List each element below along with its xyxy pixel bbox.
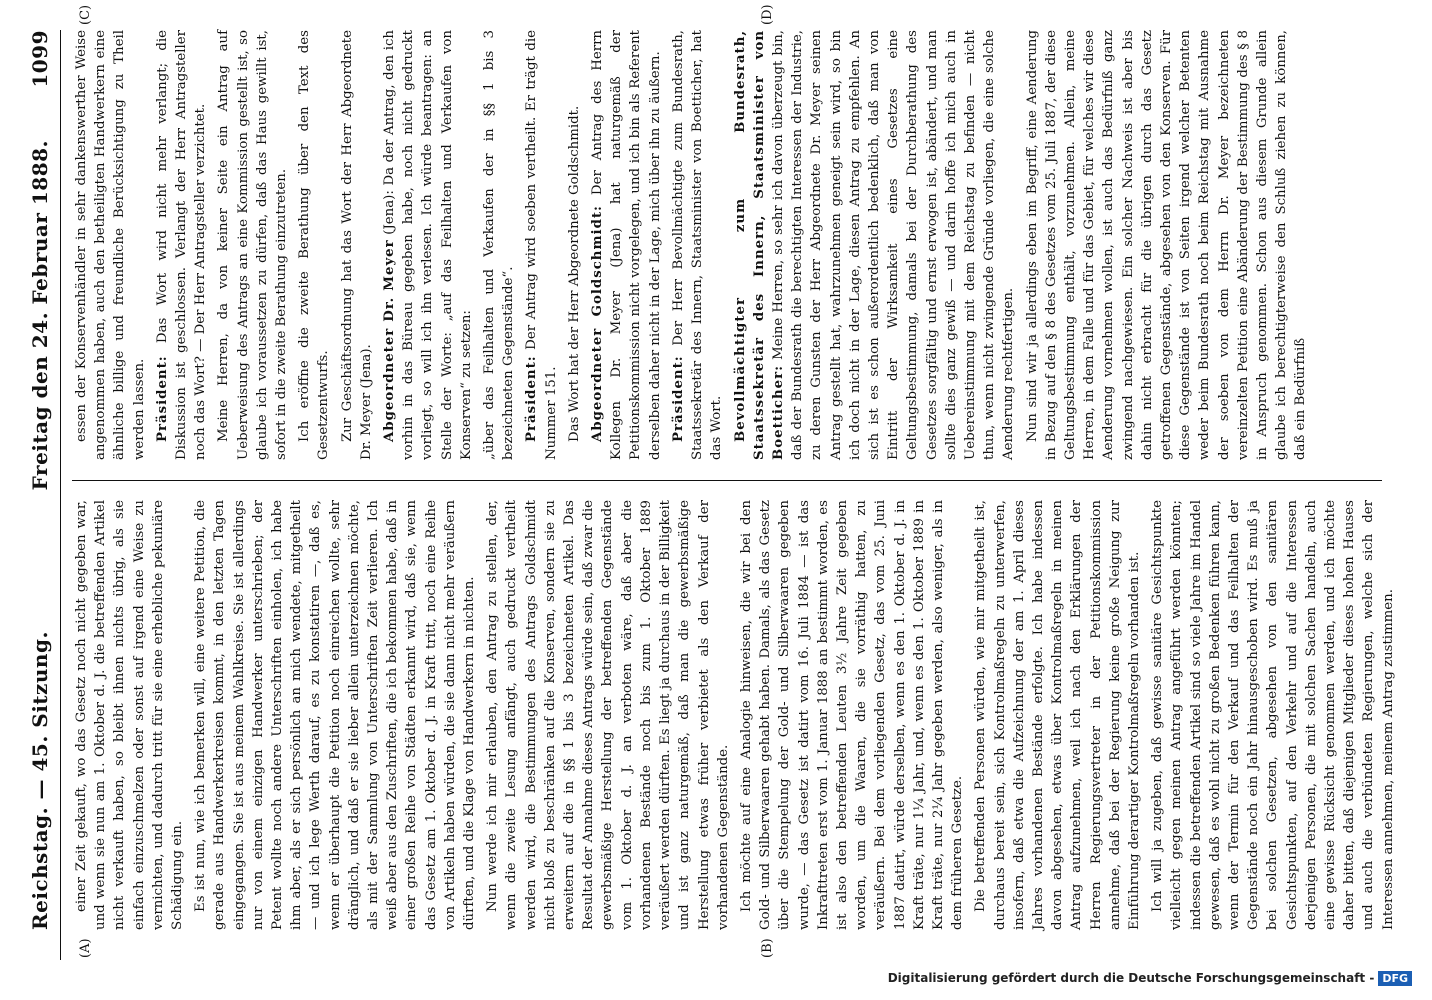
speech-paragraph (731, 30, 1019, 460)
speech-text: (Jena): Da der Antrag, den ich vorhin in das Büreau gegeben habe, noch nicht gedruckt vorliegt, so will ich ihn verlesen. Ich würde beantragen: an Stelle der Worte: „auf das Feilhalten und Verkaufen von Konserven“ zu setzen: (382, 30, 474, 460)
left-paragraph: Ich will ja zugeben, daß gewisse sanitäre Gesichtspunkte vielleicht gegen meinen Antrag angeführt werden könnten; indessen die betreffenden Artikel sind so viele Jahre im Handel gewesen, daß es wohl nicht zu großen Bedenken führen kann, wenn der Termin für den Verkauf und das Feilhalten der Gegenstände noch ein Jahr hinausgeschoben wird. Es muß ja bei solchen Gesetzen, abgesehen von den sanitären Gesichtspunkten, auf den Verkehr und auf die Interessen derjenigen Personen, die mit solchen Sachen handeln, auch eine gewisse Rücksicht genommen werden, und ich möchte daher bitten, daß diejenigen Mitglieder dieses hohen Hauses und auch die verbündeten Regierungen, welche sich der Interessen annehmen, meinem Antrag zustimmen. (1150, 500, 1396, 930)
right-paragraph: essen der Konservenhändler in sehr dankenswerther Weise angenommen haben, auch den betheiligten Handwerkern eine ähnliche billige und freundliche Berücksichtigung zu Theil werden lassen. (74, 30, 147, 460)
margin-mark-d: (D) (760, 4, 775, 25)
footer-text: Digitalisierung gefördert durch die Deutsche Forschungsgemeinschaft - (887, 971, 1375, 985)
speaker-name: Präsident: (524, 355, 540, 442)
speaker-name: Abgeordneter Dr. Meyer (382, 239, 398, 442)
speech-paragraph (153, 30, 211, 460)
right-paragraph: Das Wort hat der Herr Abgeordnete Goldschmidt. (566, 105, 582, 442)
speech-text: Das Wort wird nicht mehr verlangt; die Diskussion ist geschlossen. Verlangt der Herr Antragsteller noch das Wort? — Der Herr Antragsteller verzichtet. (154, 30, 209, 460)
digitization-footer (888, 971, 1412, 986)
speech-paragraph (522, 30, 560, 460)
margin-mark-a: (A) (78, 938, 93, 958)
column-divider (72, 480, 1382, 481)
quoted-amendment: „über das Feilhalten und Verkaufen der in §§ 1 bis 3 bezeichneten Gegenstände“. (482, 30, 517, 460)
left-paragraph: Ich möchte auf eine Analogie hinweisen, die wir bei den Gold- und Silberwaaren gehabt haben. Damals, als das Gesetz über die Stempelung der Gold- und Silberwaaren gegeben wurde, — das Gesetz ist datirt vom 16. Juli 1884 — ist das Inkrafttreten erst vom 1. Januar 1888 an bestimmt worden, es ist also den betreffenden Leuten 3½ Jahre Zeit gegeben worden, um die Waaren, die sie vorräthig hatten, zu veräußern. Bei dem vorliegenden Gesetz, das vom 25. Juni 1887 datirt, würde derselben, wenn es den 1. Oktober d. J. in Kraft träte, nur 1¼ Jahr, und, wenn es den 1. Oktober 1889 in Kraft träte, nur 2¼ Jahr gegeben werden, also weniger, als in dem früheren Gesetze. (738, 500, 966, 930)
speaker-name: Präsident: (670, 355, 686, 442)
speech-paragraph (669, 30, 727, 460)
left-paragraph: Die betreffenden Personen würden, wie mir mitgetheilt ist, durchaus bereit sein, sich Kontrolmaßregeln zu unterwerfen, insofern, daß etwa die Aufzeichnung der am 1. April dieses Jahres vorhandenen Bestände erfolgte. Ich habe indessen davon abgesehen, etwas über Kontrolmaßregeln in meinen Antrag aufzunehmen, weil ich nach den Erklärungen der Herren Regierungsvertreter in der Petitionskommission annehme, daß bei der Regierung keine große Neigung zur Einführung derartiger Kontrolmaßregeln vorhanden ist. (973, 500, 1142, 930)
left-paragraph: Es ist nun, wie ich bemerken will, eine weitere Petition, die gerade aus Handwerkerkreisen kommt, in den letzten Tagen eingegangen. Sie ist aus meinem Wahlkreise. Sie ist allerdings nur von einem einzigen Handwerker unterschrieben; der Petent wollte noch andere Unterschriften einholen, ich habe ihm aber, als er sich persönlich an mich wendete, mitgetheilt — und ich lege Werth darauf, es zu konstatiren —, daß es, wenn er überhaupt die Petition noch einreichen wollte, sehr dränglich, und daß er sie lieber allein unterzeichnen möchte, als mit der Sammlung von Unterschriften Zeit verlieren. Ich weiß aber aus den Zuschriften, die ich bekommen habe, daß in einer großen Reihe von Städten erkannt wird, daß sie, wenn das Gesetz am 1. Oktober d. J. in Kraft tritt, noch eine Reihe von Artikeln haben würden, die sie dann nicht mehr veräußern dürften, und die Klage von Handwerkern in nichten. (193, 500, 478, 930)
left-text-column (72, 500, 1396, 930)
page-header (28, 30, 58, 960)
speech-text: Der Antrag wird soeben vertheilt. Er trägt die Nummer 151. (524, 30, 559, 460)
right-paragraph: Nun sind wir ja allerdings eben im Begriff, eine Aenderung in Bezug auf den § 8 des Gesetzes vom 25. Juli 1887, der diese Geltungsbestimmung enthält, vorzunehmen. Allein, meine Herren, in dem Falle und für das Gebiet, für welches wir diese Aenderung vornehmen wollen, ist auch das Bedürfniß ganz zwingend nachgewiesen. Ein solcher Nachweis ist aber bis dahin nicht erbracht für die übrigen durch das Gesetz getroffenen Gegenstände, abgesehen von den Konserven. Für diese Gegenstände ist von Seiten irgend welcher Betenten weder beim Bundesrath noch beim Reichstag mit Ausnahme der soeben von dem Herrn Dr. Meyer bezeichneten vereinzelten Petition eine Abänderung der Bestimmung des § 8 in Anspruch genommen. Schon aus diesem Grunde allein glaube ich berechtigterweise den Schluß ziehen zu können, daß ein Bedürfniß (1024, 30, 1309, 460)
page-number: 1099 (28, 30, 52, 88)
margin-mark-b: (B) (760, 938, 775, 958)
header-rule (60, 30, 61, 960)
right-paragraph: Zur Geschäftsordnung hat das Wort der Herr Abgeordnete Dr. Meyer (Jena). (339, 30, 374, 460)
right-text-column (72, 30, 1382, 460)
right-paragraph: Ich eröffne die zweite Berathung über den Text des Gesetzentwurfs. (297, 30, 332, 460)
speech-text: Der Antrag des Herrn Kollegen Dr. Meyer (Jena) hat naturgemäß der Petitionskommission nicht vorgelegen, und ich bin als Referent derselben daher nicht in der Lage, mich über ihn zu äußern. (590, 30, 663, 460)
right-paragraph: Meine Herren, da von keiner Seite ein Antrag auf Ueberweisung des Antrags an eine Kommission gestellt ist, so glaube ich voraussetzen zu dürfen, daß das Haus gewillt ist, sofort in die zweite Berathung einzutreten. (216, 30, 290, 460)
header-date: Freitag den 24. Februar 1888. (28, 140, 52, 491)
speech-paragraph (588, 30, 665, 460)
header-left-title: Reichstag. — 45. Sitzung. (28, 631, 52, 930)
dfg-badge: DFG (1378, 971, 1412, 986)
margin-mark-c: (C) (78, 4, 93, 25)
speech-paragraph (380, 30, 476, 460)
speaker-name: Bevollmächtigter zum Bundesrath, Staatssekretär des Innern, Staatsminister von Boetticher: (732, 30, 786, 460)
left-paragraph: Nun werde ich mir erlauben, den Antrag zu stellen, der, wenn die zweite Lesung anfängt, auch gedruckt vertheilt werden wird, die Bestimmungen des Antrags Goldschmidt nicht bloß zu beschränken auf die Konserven, sondern sie zu erweitern auf die in §§ 1 bis 3 bezeichneten Artikel. Das Resultat der Annahme dieses Antrags würde sein, daß zwar die gewerbsmäßige Herstellung der betreffenden Gegenstände vom 1. Oktober d. J. an verboten wäre, daß aber die vorhandenen Bestände noch bis zum 1. Oktober 1889 veräußert werden dürften. Es liegt ja durchaus in der Billigkeit und ist ganz naturgemäß, daß man die gewerbsmäßige Herstellung etwas früher verbietet als den Verkauf der vorhandenen Gegenstände. (485, 500, 731, 930)
speech-text: Der Herr Bevollmächtigte zum Bundesrath, Staatssekretär des Innern, Staatsminister von Boetticher, hat das Wort. (670, 29, 725, 460)
speaker-name: Präsident: (154, 355, 170, 442)
speech-text: Meine Herren, so sehr ich davon überzeugt bin, daß der Bundesrath die berechtigten Interessen der Industrie, zu deren Gunsten der Herr Abgeordnete Dr. Meyer seinen Antrag gestellt hat, wahrzunehmen geneigt sein wird, so bin ich doch nicht in der Lage, diesen Antrag zu empfehlen. An sich ist es schon außerordentlich bedenklich, daß man von Eintritt der Wirksamkeit eines Gesetzes eine Geltungsbestimmung, damals bei der Durchberathung des Gesetzes sorgfältig und ernst erwogen ist, abändert, und man sollte dies ganz gewiß — und darin hoffe ich mich auch in Uebereinstimmung mit dem Reichstag zu befinden — nicht thun, wenn nicht zwingende Gründe vorliegen, die eine solche Aenderung rechtfertigen. (770, 30, 1017, 460)
speaker-name: Abgeordneter Goldschmidt: (590, 205, 606, 442)
left-paragraph: einer Zeit gekauft, wo das Gesetz noch nicht gegeben war, und wenn sie nun am 1. Oktober d. J. die betreffenden Artikel nicht verkauft haben, so bleibt ihnen nichts übrig, als sie einfach einzuschmelzen oder sonst auf irgend eine Weise zu vernichten, und dadurch tritt für sie eine erhebliche pekuniäre Schädigung ein. (74, 500, 186, 930)
